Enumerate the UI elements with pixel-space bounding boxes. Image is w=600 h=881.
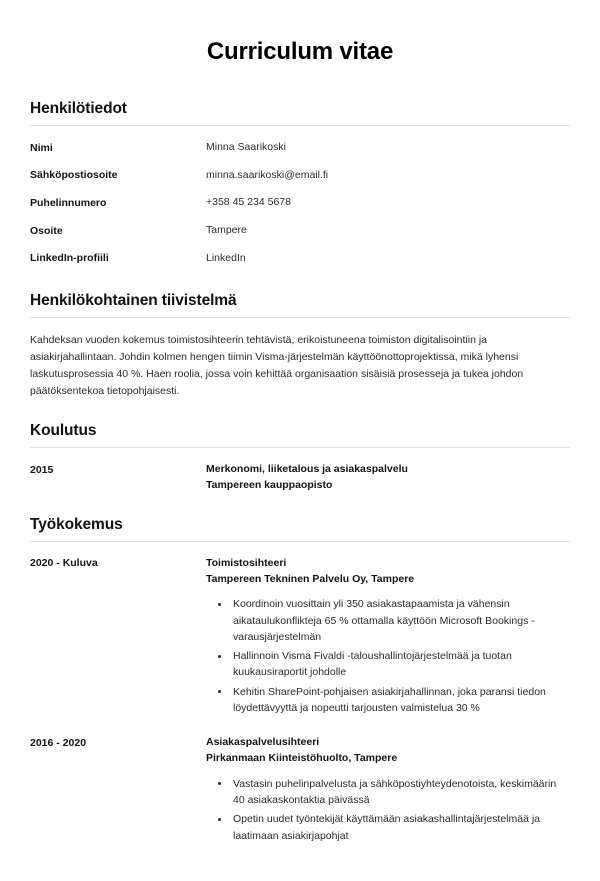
spacer bbox=[30, 721, 570, 735]
education-degree: Merkonomi, liiketalous ja asiakaspalvelu bbox=[206, 463, 408, 476]
list-item bbox=[206, 811, 570, 844]
experience-entry bbox=[30, 556, 570, 719]
summary-paragraph: Kahdeksan vuoden kokemus toimistosihteerin tehtävistä, erikoistuneena toimiston digitalisointiin ja asiakirjahallintaan. Johdin kolmen hengen tiimin Visma-järjestelmän käyttöönottoprojektissa, mikä lyhensi laskutusprosessia 40 %. Haen roolia, jossa voin kehittää organisaation sisäisiä prosesseja ja tukea johdon päätöksentekoa tietopohjaisesti. bbox=[30, 334, 524, 398]
detail-label: Sähköpostiosoite bbox=[30, 169, 118, 182]
experience-entry-body bbox=[206, 735, 570, 847]
personal-details-list bbox=[30, 140, 570, 265]
education-date: 2015 bbox=[30, 463, 54, 476]
section-heading-experience: Työkokemus bbox=[30, 515, 123, 533]
spacer bbox=[30, 278, 570, 292]
section-experience bbox=[30, 516, 570, 847]
detail-value: Tampere bbox=[206, 224, 247, 237]
list-item bbox=[206, 776, 570, 809]
education-entry-body bbox=[206, 462, 570, 494]
detail-row bbox=[30, 223, 570, 238]
section-education bbox=[30, 422, 570, 494]
bullet-text: Hallinnoin Visma Fivaldi -taloushallintojärjestelmää ja tuotan kuukausiraportit johdolle bbox=[233, 650, 512, 679]
linkedin-profile-value[interactable]: LinkedIn bbox=[206, 251, 246, 264]
list-item bbox=[206, 684, 570, 717]
experience-job-title: Toimistosihteeri bbox=[206, 556, 287, 569]
experience-bullet-list bbox=[206, 596, 570, 716]
section-heading-personal-details: Henkilötiedot bbox=[30, 100, 127, 117]
section-heading-summary: Henkilökohtainen tiivistelmä bbox=[30, 292, 237, 310]
experience-entry-body bbox=[206, 556, 570, 719]
detail-label: Nimi bbox=[30, 141, 53, 154]
bullet-icon bbox=[218, 655, 221, 658]
experience-entry bbox=[30, 735, 570, 847]
bullet-icon bbox=[218, 818, 221, 821]
section-divider bbox=[30, 317, 570, 318]
section-personal-details bbox=[30, 100, 570, 265]
experience-date: 2016 - 2020 bbox=[30, 736, 87, 749]
spacer bbox=[30, 498, 570, 516]
education-institution: Tampereen kauppaopisto bbox=[206, 479, 333, 492]
detail-value: Minna Saarikoski bbox=[206, 141, 286, 153]
experience-organization: Tampereen Tekninen Palvelu Oy, Tampere bbox=[206, 572, 415, 585]
bullet-text: Kehitin SharePoint-pohjaisen asiakirjahallinnan, joka paransi tiedon löydettävyyttä ja nopeutti tarjousten valmistelua 30 % bbox=[233, 685, 546, 714]
experience-organization: Pirkanmaan Kiinteistöhuolto, Tampere bbox=[206, 751, 398, 764]
detail-value: +358 45 234 5678 bbox=[206, 196, 291, 209]
experience-bullet-list bbox=[206, 776, 570, 844]
section-divider bbox=[30, 541, 570, 542]
detail-row bbox=[30, 195, 570, 210]
experience-job-title: Asiakaspalvelusihteeri bbox=[206, 736, 320, 749]
detail-value: minna.saarikoski@email.fi bbox=[206, 168, 329, 181]
detail-label: Osoite bbox=[30, 224, 63, 237]
detail-row bbox=[30, 168, 570, 183]
experience-date: 2020 - Kuluva bbox=[30, 557, 98, 570]
detail-row bbox=[30, 140, 570, 155]
bullet-icon bbox=[218, 603, 221, 606]
bullet-icon bbox=[218, 782, 221, 785]
detail-label: Puhelinnumero bbox=[30, 196, 107, 209]
section-summary bbox=[30, 292, 570, 400]
section-heading-education: Koulutus bbox=[30, 422, 97, 440]
section-divider bbox=[30, 125, 570, 126]
detail-row bbox=[30, 251, 570, 266]
detail-label: LinkedIn-profiili bbox=[30, 252, 109, 265]
education-entry bbox=[30, 462, 570, 494]
list-item bbox=[206, 596, 570, 645]
bullet-text: Koordinoin vuosittain yli 350 asiakastapaamista ja vähensin aikataulukonflikteja 65 % ottamalla käyttöön Microsoft Bookings -varausjärjestelmän bbox=[233, 598, 535, 643]
bullet-text: Opetin uudet työntekijät käyttämään asiakashallintajärjestelmää ja laatimaan asiakirjapohjat bbox=[233, 813, 541, 842]
bullet-icon bbox=[218, 690, 221, 693]
section-divider bbox=[30, 447, 570, 448]
bullet-text: Vastasin puhelinpalvelusta ja sähköpostiyhteydenotoista, keskimäärin 40 asiakaskontaktia päivässä bbox=[233, 777, 557, 806]
page-title: Curriculum vitae bbox=[206, 38, 394, 65]
list-item bbox=[206, 648, 570, 681]
